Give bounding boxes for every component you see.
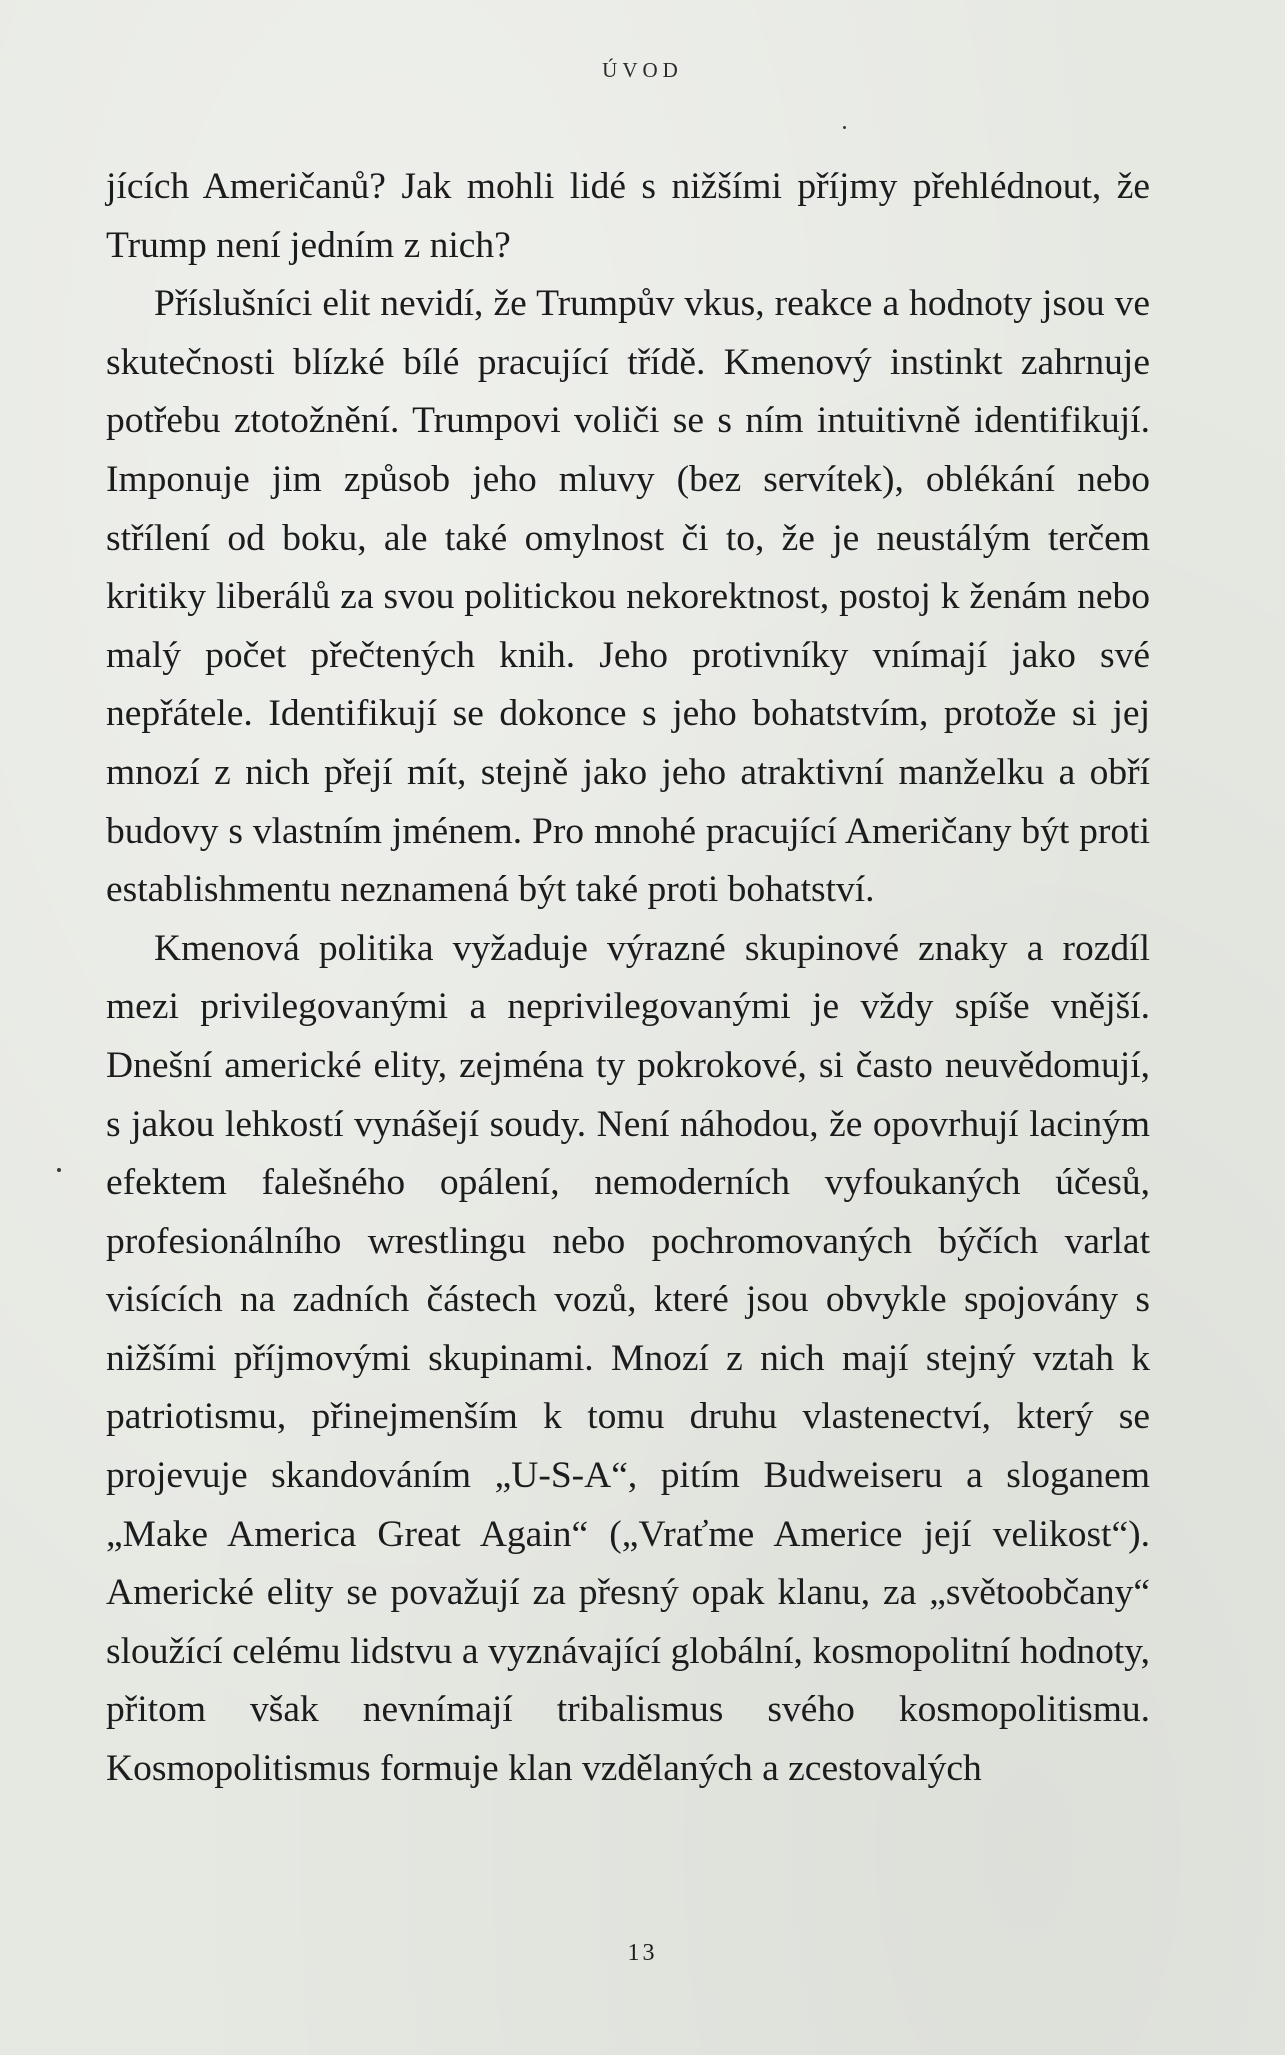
paragraph-elites-tribal-instinct: Příslušníci elit nevidí, že Trumpův vkus, reakce a hodnoty jsou ve skutečnosti blízké bílé pracující třídě. Kmenový instinkt zahrnuje potřebu ztotožnění. Trumpovi voliči se s ním intuitivně identifikují. Imponuje jim způsob jeho mluvy (bez servítek), oblékání nebo střílení od boku, ale také omylnost či to, že je neustálým terčem kritiky liberálů za svou politickou nekorektnost, postoj k ženám nebo malý počet přečtených knih. Jeho protivníky vnímají jako své nepřátele. Identifikují se dokonce s jeho bohatstvím, protože si jej mnozí z nich přejí mít, stejně jako jeho atraktivní manželku a obří budovy s vlastním jménem. Pro mnohé pracující Američany být proti establishmentu neznamená být také proti bohatství.	[106, 283, 1150, 911]
paragraph-continuation: jících Američanů? Jak mohli lidé s nižšími příjmy přehlédnout, že Trump není jedním z nich?	[106, 166, 1150, 266]
running-head-title: ÚVOD	[602, 58, 683, 82]
paper-speck	[57, 1168, 61, 1172]
body-text	[106, 158, 1150, 1799]
page-number: 13	[627, 1940, 658, 1966]
paragraph-tribal-politics: Kmenová politika vyžaduje výrazné skupinové znaky a rozdíl mezi privilegovanými a neprivilegovanými je vždy spíše vnější. Dnešní americké elity, zejména ty pokrokové, si často neuvědomují, s jakou lehkostí vynášejí soudy. Není náhodou, že opovrhují laciným efektem falešného opálení, nemoderních vyfoukaných účesů, profesionálního wrestlingu nebo pochromovaných býčích varlat visících na zadních částech vozů, které jsou obvykle spojovány s nižšími příjmovými skupinami. Mnozí z nich mají stejný vztah k patriotismu, přinejmenším k tomu druhu vlastenectví, který se projevuje skandováním „U-S-A“, pitím Budweiseru a sloganem „Make America Great Again“ („Vraťme Americe její velikost“). Americké elity se považují za přesný opak klanu, za „světoobčany“ sloužící celému lidstvu a vyznávající globální, kosmopolitní hodnoty, přitom však nevnímají tribalismus svého kosmopolitismu. Kosmopolitismus formuje klan vzdělaných a zcestovalých	[106, 927, 1150, 1790]
paper-speck	[843, 126, 846, 129]
